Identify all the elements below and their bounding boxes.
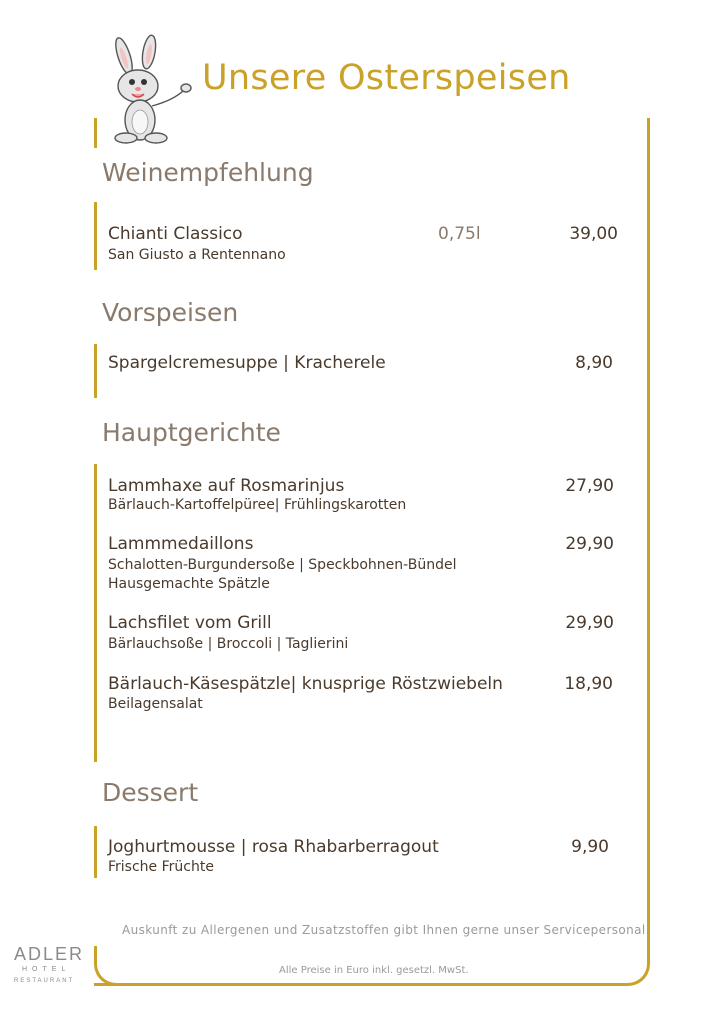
section-bar-dessert [94, 826, 97, 878]
section-heading-mains: Hauptgerichte [102, 418, 281, 447]
dish-description: Bärlauchsoße | Broccoli | Taglierini [108, 636, 349, 652]
dish-price: 18,90 [564, 674, 613, 694]
dish-name: Joghurtmousse | rosa Rhabarberragout [108, 837, 439, 857]
section-heading-starters: Vorspeisen [102, 298, 239, 327]
dish-description: Frische Früchte [108, 859, 214, 875]
section-heading-dessert: Dessert [102, 778, 199, 807]
page-title: Unsere Osterspeisen [202, 58, 571, 98]
wine-volume: 0,75l [438, 224, 481, 244]
dish-name: Lammmedaillons [108, 534, 254, 554]
allergen-note: Auskunft zu Allergenen und Zusatzstoffen gibt Ihnen gerne unser Servicepersonal. [122, 923, 650, 937]
logo-restaurant: RESTAURANT [14, 978, 75, 984]
dish-name: Chianti Classico [108, 224, 243, 244]
dish-price: 9,90 [571, 837, 609, 857]
dish-price: 39,00 [569, 224, 618, 244]
dish-name: Bärlauch-Käsespätzle| knusprige Röstzwiebeln [108, 674, 503, 694]
dish-price: 29,90 [565, 534, 614, 554]
dish-description: Schalotten-Burgundersoße | Speckbohnen-Bündel [108, 557, 457, 573]
dish-name: Lammhaxe auf Rosmarinjus [108, 476, 345, 496]
dish-price: 8,90 [575, 353, 613, 373]
dish-description: Beilagensalat [108, 696, 203, 712]
section-bar-starters [94, 344, 97, 398]
logo-adler: ADLER [14, 944, 85, 964]
dish-description-2: Hausgemachte Spätzle [108, 576, 270, 592]
dish-price: 27,90 [565, 476, 614, 496]
price-note: Alle Preise in Euro inkl. gesetzl. MwSt. [279, 965, 469, 976]
logo-hotel: HOTEL [22, 966, 71, 973]
dish-name: Lachsfilet vom Grill [108, 613, 272, 633]
dish-price: 29,90 [565, 613, 614, 633]
section-bar-mains [94, 464, 97, 762]
section-heading-wine: Weinempfehlung [102, 158, 314, 187]
frame-top-accent [94, 118, 97, 148]
dish-description: Bärlauch-Kartoffelpüree| Frühlingskarotten [108, 497, 407, 513]
dish-name: Spargelcremesuppe | Kracherele [108, 353, 386, 373]
dish-description: San Giusto a Rentennano [108, 247, 286, 263]
section-bar-wine [94, 202, 97, 270]
